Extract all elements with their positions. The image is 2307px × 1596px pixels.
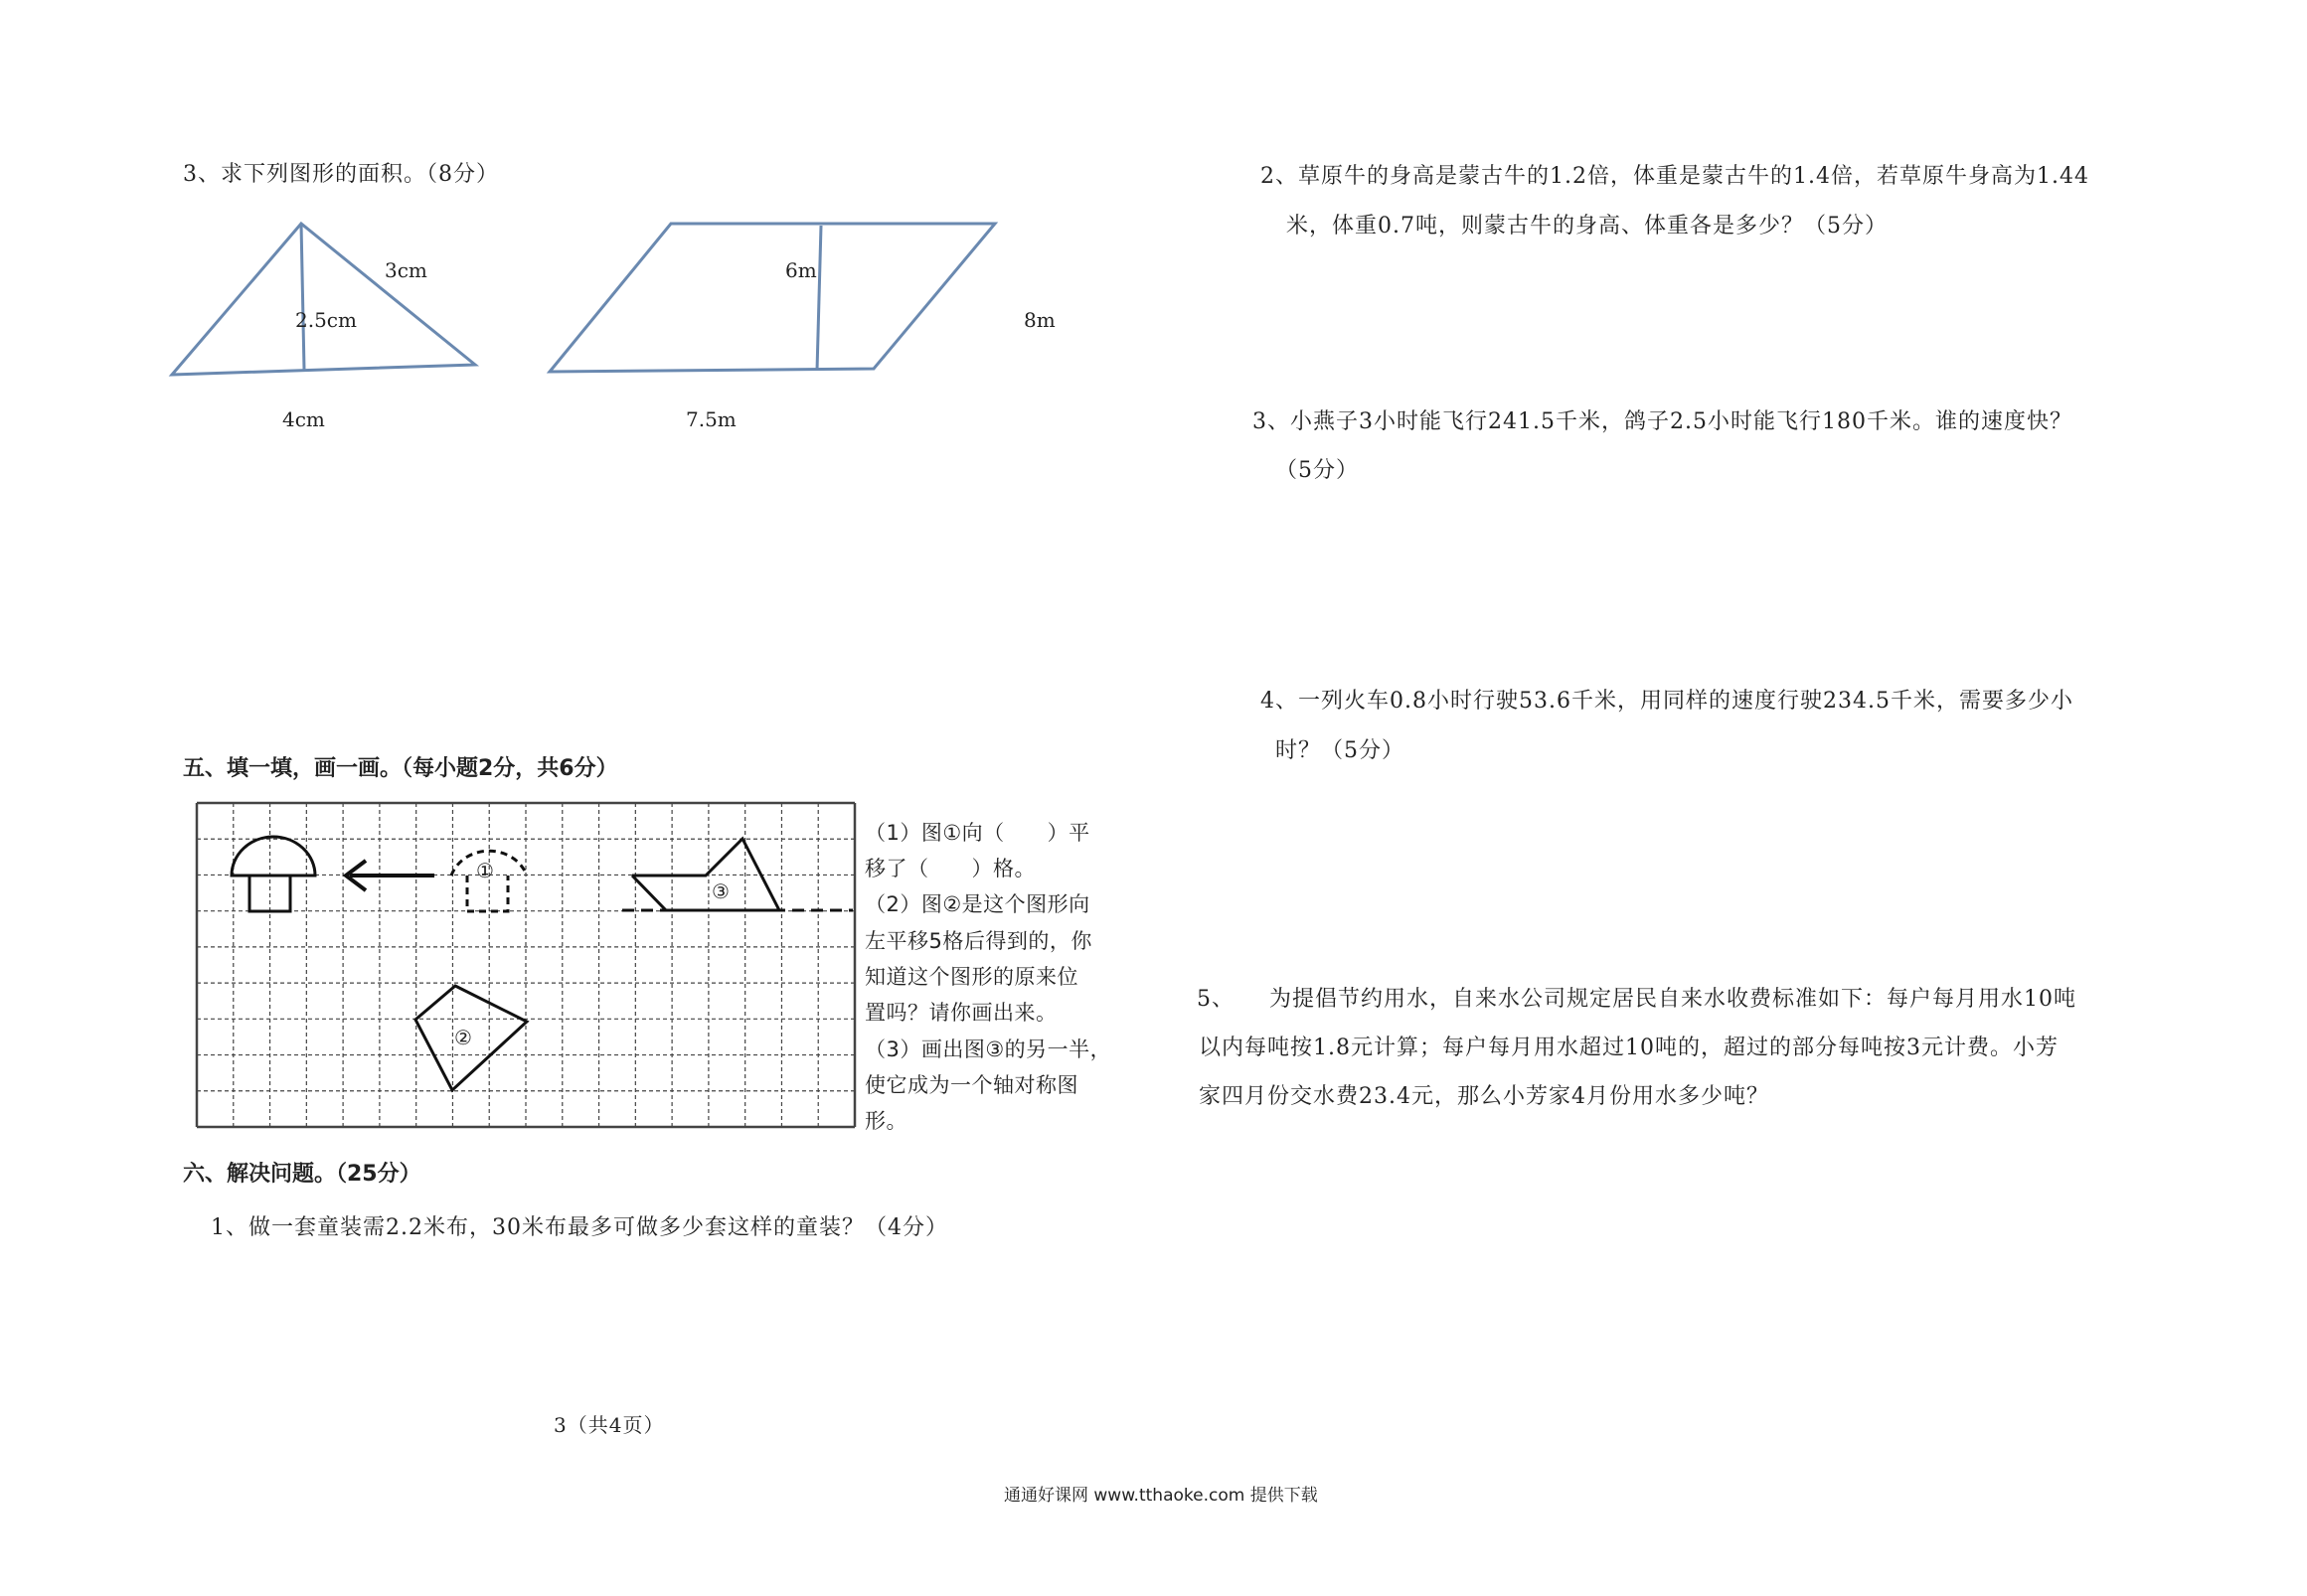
figure-1-label: ① bbox=[476, 859, 495, 882]
right-q3-line: 3、小燕子3小时能飞行241.5千米，鸽子2.5小时能飞行180千米。谁的速度快？ bbox=[1252, 409, 2072, 434]
footer-credit: 通通好课网 www.tthaoke.com 提供下载 bbox=[1004, 1486, 1318, 1506]
triangle-height-label: 2.5cm bbox=[295, 308, 357, 332]
parallelogram-figure bbox=[550, 224, 995, 372]
right-q5-line: 以内每吨按1.8元计算；每户每月用水超过10吨的，超过的部分每吨按3元计费。小芳 bbox=[1199, 1036, 2059, 1060]
parallelogram-base-label: 7.5m bbox=[686, 407, 737, 431]
right-q3-line: （5分） bbox=[1275, 458, 1359, 483]
section-5-heading: 五、填一填，画一画。（每小题2分，共6分） bbox=[183, 756, 618, 781]
right-q5-line: 5、 为提倡节约用水，自来水公司规定居民自来水收费标准如下：每户每月用水10吨 bbox=[1197, 987, 2076, 1012]
triangle-figure bbox=[172, 224, 475, 375]
translation-arrow bbox=[346, 861, 434, 890]
page-number: 3（共4页） bbox=[554, 1413, 665, 1437]
right-q4-line: 时？（5分） bbox=[1275, 738, 1404, 763]
right-q4-line: 4、一列火车0.8小时行驶53.6千米，用同样的速度行驶234.5千米，需要多少小 bbox=[1260, 689, 2073, 714]
right-q2-line: 米，体重0.7吨，则蒙古牛的身高、体重各是多少？（5分） bbox=[1286, 214, 1888, 239]
right-q5-line: 家四月份交水费23.4元，那么小芳家4月份用水多少吨？ bbox=[1199, 1084, 1769, 1109]
q3-area-heading: 3、求下列图形的面积。（8分） bbox=[183, 162, 499, 187]
right-q2-line: 2、草原牛的身高是蒙古牛的1.2倍，体重是蒙古牛的1.4倍，若草原牛身高为1.44 bbox=[1260, 164, 2089, 189]
figure-2-label: ② bbox=[454, 1026, 473, 1049]
instruction-line: 置吗？请你画出来。 bbox=[865, 1001, 1058, 1025]
instruction-line: （2）图②是这个图形向 bbox=[865, 892, 1090, 916]
triangle-side-label: 3cm bbox=[385, 258, 427, 282]
section-6-q1: 1、做一套童装需2.2米布，30米布最多可做多少套这样的童装？（4分） bbox=[211, 1215, 948, 1240]
instruction-line: 形。 bbox=[865, 1109, 907, 1133]
instruction-line: 使它成为一个轴对称图 bbox=[865, 1073, 1078, 1097]
instruction-line: （3）画出图③的另一半， bbox=[865, 1037, 1112, 1061]
figure-1-original bbox=[232, 837, 315, 911]
section-6-heading: 六、解决问题。（25分） bbox=[183, 1162, 421, 1187]
triangle-base-label: 4cm bbox=[282, 407, 325, 431]
instruction-line: 知道这个图形的原来位 bbox=[865, 965, 1078, 989]
instruction-line: 左平移5格后得到的，你 bbox=[865, 929, 1092, 953]
parallelogram-side-label: 8m bbox=[1024, 308, 1056, 332]
figure-3-label: ③ bbox=[712, 879, 731, 903]
drawing-grid bbox=[197, 803, 855, 1127]
instruction-line: 移了（ ）格。 bbox=[865, 857, 1036, 880]
parallelogram-height-label: 6m bbox=[785, 258, 817, 282]
instruction-line: （1）图①向（ ）平 bbox=[865, 821, 1090, 845]
